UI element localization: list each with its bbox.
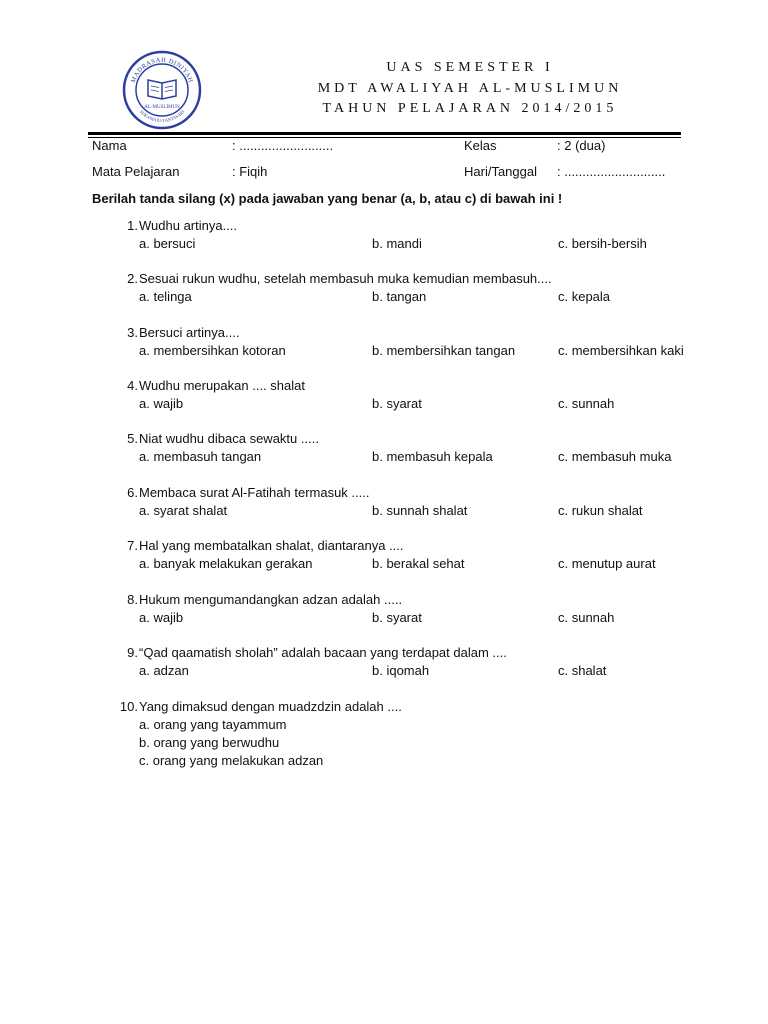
question-text: Hukum mengumandangkan adzan adalah ..... <box>139 592 403 607</box>
exam-title <box>250 58 690 120</box>
option-c: c. shalat <box>558 663 607 678</box>
option-a: a. banyak melakukan gerakan <box>139 556 313 571</box>
question-number: 3. <box>127 325 138 340</box>
identity-row-2 <box>92 164 692 182</box>
option-a: a. bersuci <box>139 236 196 251</box>
option-b: b. tangan <box>372 289 427 304</box>
question-text: Bersuci artinya.... <box>139 325 240 340</box>
option-b: b. orang yang berwudhu <box>139 735 280 750</box>
question-text: Wudhu merupakan .... shalat <box>139 378 305 393</box>
option-c: c. menutup aurat <box>558 556 656 571</box>
option-a: a. wajib <box>139 396 184 411</box>
madrasah-logo <box>122 50 202 130</box>
question-number: 9. <box>127 645 138 660</box>
question-number: 1. <box>127 218 138 233</box>
option-a: a. membersihkan kotoran <box>139 343 286 358</box>
question-text: Membaca surat Al-Fatihah termasuk ..... <box>139 485 370 500</box>
option-a: a. telinga <box>139 289 192 304</box>
option-c: c. kepala <box>558 289 611 304</box>
question-number: 7. <box>127 538 138 553</box>
mapel-value: : Fiqih <box>232 164 268 179</box>
option-b: b. membasuh kepala <box>372 449 493 464</box>
nama-label: Nama <box>92 138 127 153</box>
question-number: 4. <box>127 378 138 393</box>
option-b: b. syarat <box>372 610 422 625</box>
instruction-text: Berilah tanda silang (x) pada jawaban yang benar (a, b, atau c) di bawah ini ! <box>92 191 563 206</box>
question-text: Sesuai rukun wudhu, setelah membasuh muka kemudian membasuh.... <box>139 271 552 286</box>
question-number: 10. <box>119 699 138 714</box>
question-text: “Qad qaamatish sholah” adalah bacaan yang terdapat dalam .... <box>139 645 507 660</box>
question-text: Hal yang membatalkan shalat, diantaranya .... <box>139 538 404 553</box>
logo-top-text: MADRASAH DINIYAH <box>129 56 194 84</box>
option-c: c. bersih-bersih <box>558 236 647 251</box>
kelas-value: : 2 (dua) <box>557 138 606 153</box>
option-a: a. orang yang tayammum <box>139 717 287 732</box>
option-a: a. syarat shalat <box>139 503 228 518</box>
option-b: b. membersihkan tangan <box>372 343 516 358</box>
option-a: a. membasuh tangan <box>139 449 262 464</box>
option-c: c. sunnah <box>558 396 615 411</box>
option-a: a. adzan <box>139 663 189 678</box>
hari-label: Hari/Tanggal <box>464 164 537 179</box>
title-line-2: MDT AWALIYAH AL-MUSLIMUN <box>317 80 623 96</box>
option-b: b. sunnah shalat <box>372 503 468 518</box>
option-c: c. membasuh muka <box>558 449 672 464</box>
option-c: c. rukun shalat <box>558 503 643 518</box>
logo-bottom-text: SUKAMAJU-I ANTASARI <box>138 109 186 124</box>
kelas-label: Kelas <box>464 138 497 153</box>
title-line-1: UAS SEMESTER I <box>386 60 554 75</box>
option-c: c. orang yang melakukan adzan <box>139 753 324 768</box>
question-text: Wudhu artinya.... <box>139 218 238 233</box>
question-number: 8. <box>127 592 138 607</box>
option-c: c. sunnah <box>558 610 615 625</box>
question-number: 6. <box>127 485 138 500</box>
hari-value: : ............................ <box>557 164 666 179</box>
header-divider-thick <box>88 132 681 135</box>
mapel-label: Mata Pelajaran <box>92 164 180 179</box>
svg-text:MADRASAH DINIYAH <box>130 57 194 84</box>
identity-row-1 <box>92 138 692 156</box>
title-line-3: TAHUN PELAJARAN 2014/2015 <box>322 101 618 116</box>
option-c: c. membersihkan kaki <box>558 343 684 358</box>
option-b: b. berakal sehat <box>372 556 465 571</box>
question-number: 2. <box>127 271 138 286</box>
option-b: b. syarat <box>372 396 422 411</box>
option-b: b. iqomah <box>372 663 430 678</box>
question-text: Niat wudhu dibaca sewaktu ..... <box>139 431 319 446</box>
question-number: 5. <box>127 431 138 446</box>
option-b: b. mandi <box>372 236 422 251</box>
option-a: a. wajib <box>139 610 184 625</box>
question-text: Yang dimaksud dengan muadzdzin adalah .... <box>139 699 402 714</box>
logo-middle-text: AL-MUSLIMUN <box>144 105 180 110</box>
nama-value: : .......................... <box>232 138 334 153</box>
